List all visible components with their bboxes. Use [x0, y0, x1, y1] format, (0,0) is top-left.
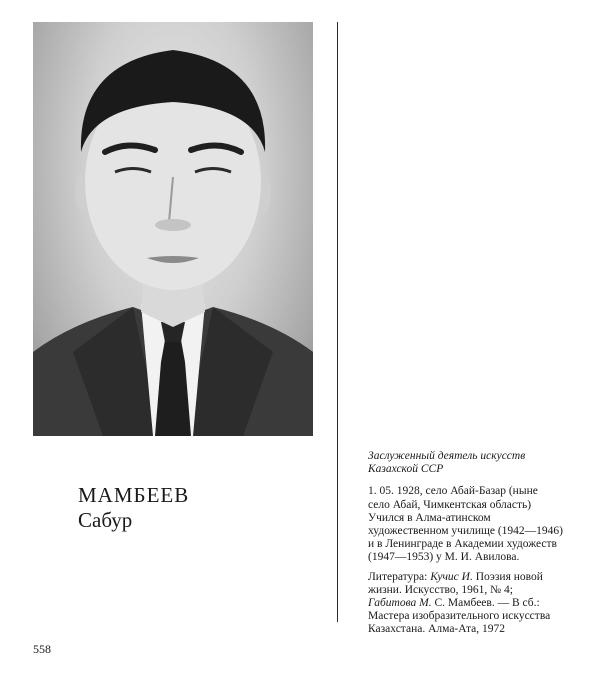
literature-line [368, 597, 583, 610]
bio-line: село Абай, Чимкентская область) [368, 498, 532, 511]
literature-author: Габитова М. [368, 597, 432, 610]
literature-label: Литература: [368, 570, 431, 583]
literature-line: жизни. Искусство, 1961, № 4; [368, 583, 513, 596]
literature-line: Мастера изобразительного искусства [368, 610, 551, 623]
bio-line: (1947—1953) у М. И. Авилова. [368, 551, 520, 564]
surname: МАМБЕЕВ [78, 483, 190, 507]
biography [368, 485, 583, 564]
literature-text: С. Мамбеев. — В сб.: [431, 597, 540, 610]
portrait-photo [33, 22, 313, 436]
column-divider [337, 22, 338, 622]
literature-line: Казахстана. Алма-Ата, 1972 [368, 623, 506, 636]
page-number: 558 [33, 642, 51, 656]
artist-name [78, 483, 189, 533]
bio-line: и в Ленинграде в Академии художеств [368, 538, 557, 551]
honorary-title [368, 450, 583, 476]
literature-line [368, 571, 583, 584]
bio-line: Учился в Алма-атинском [368, 511, 491, 524]
bio-column [368, 450, 583, 637]
bio-line: художественном училище (1942—1946) [368, 525, 564, 538]
title-line: Казахской ССР [368, 463, 444, 476]
given-name: Сабур [78, 508, 133, 532]
title-line: Заслуженный деятель искусств [368, 450, 526, 462]
literature-text: Поэзия новой [472, 570, 543, 583]
bio-line: 1. 05. 1928, село Абай-Базар (ныне [368, 485, 538, 498]
literature-author: Кучис И. [430, 570, 473, 583]
literature [368, 571, 583, 637]
